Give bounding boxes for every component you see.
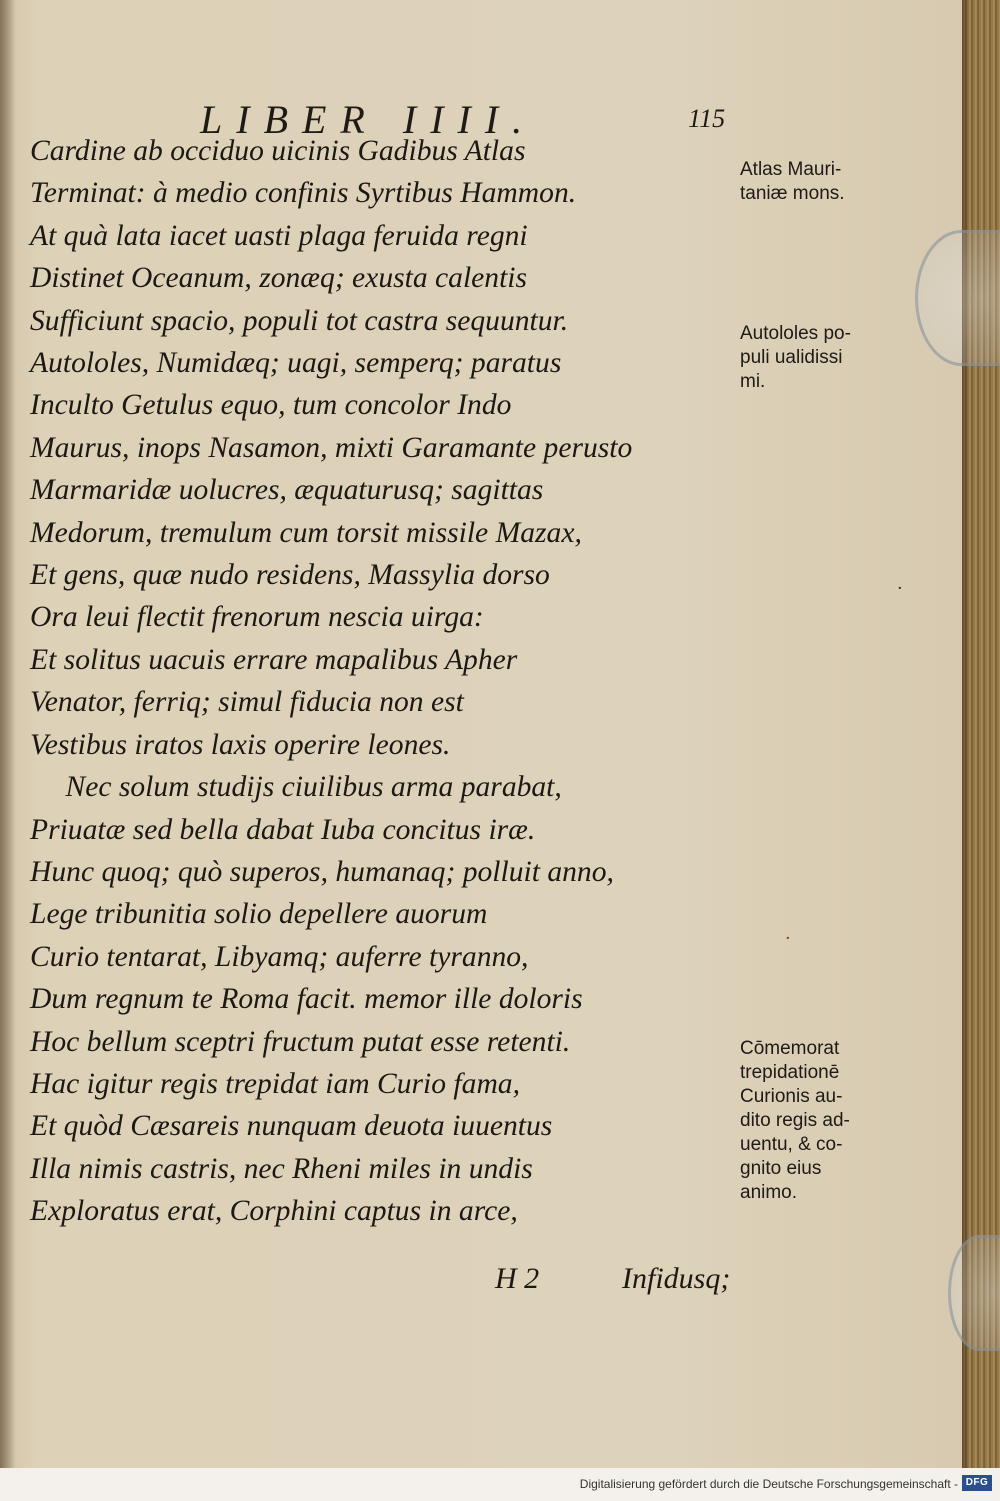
verse-line: Marmaridæ uolucres, æquaturusq; sagittas [30, 473, 544, 507]
folio-number: 115 [688, 104, 726, 133]
verse-line: Hac igitur regis trepidat iam Curio fama, [30, 1066, 520, 1100]
verse-line: Lege tribunitia solio depellere auorum [30, 897, 488, 931]
verse-line: Et gens, quæ nudo residens, Massylia dorso [30, 558, 550, 592]
verse-line: Medorum, tremulum cum torsit missile Mazax, [30, 515, 582, 549]
page-clip [915, 230, 1000, 366]
verse-line: At quà lata iacet uasti plaga feruida regni [30, 218, 528, 252]
marginal-note-atlas: Atlas Mauri- taniæ mons. [740, 159, 845, 204]
ink-speck: · [785, 928, 791, 949]
verse-line: Exploratus erat, Corphini captus in arce, [30, 1194, 518, 1228]
spine-shadow [0, 0, 16, 1468]
verse-line: Cardine ab occiduo uicinis Gadibus Atlas [30, 134, 526, 167]
verse-line: Et quòd Cæsareis nunquam deuota iuuentus [30, 1109, 553, 1143]
catchword: Infidusq; [622, 1262, 731, 1295]
marginal-note-autololes: Autololes po- puli ualidissi mi. [740, 323, 851, 392]
verse-line: Autololes, Numidæq; uagi, semperq; paratus [30, 346, 562, 380]
verse-line: Venator, ferriq; simul fiducia non est [30, 685, 464, 719]
verse-line: Nec solum studijs ciuilibus arma parabat, [65, 770, 562, 804]
verse-line: Illa nimis castris, nec Rheni miles in undis [30, 1151, 533, 1185]
dfg-logo: DFG [962, 1475, 992, 1491]
signature-mark: H 2 [495, 1262, 540, 1295]
ink-speck: · [897, 578, 903, 599]
funding-credit: Digitalisierung gefördert durch die Deutsche Forschungsgemeinschaft - [579, 1477, 958, 1491]
verse-line: Terminat: à medio confinis Syrtibus Hammon. [30, 176, 577, 210]
verse-line: Curio tentarat, Libyamq; auferre tyranno, [30, 939, 529, 973]
verse-line: Vestibus iratos laxis operire leones. [30, 727, 451, 761]
verse-line: Dum regnum te Roma facit. memor ille doloris [30, 982, 583, 1016]
verse-line: Distinet Oceanum, zonæq; exusta calentis [30, 261, 528, 295]
verse-line: Hoc bellum sceptri fructum putat esse retenti. [30, 1024, 571, 1058]
verse-line: Ora leui flectit frenorum nescia uirga: [30, 600, 484, 634]
verse-line: Inculto Getulus equo, tum concolor Indo [30, 388, 512, 422]
verse-line: Et solitus uacuis errare mapalibus Apher [30, 642, 518, 676]
verse-line: Priuatæ sed bella dabat Iuba concitus iræ. [30, 812, 536, 846]
verse-list [30, 130, 730, 1233]
digitization-footer [0, 1468, 1000, 1501]
verse-line: Hunc quoq; quò superos, humanaq; polluit anno, [30, 854, 614, 888]
marginal-note-curio: Cōmemorat trepidationē Curionis au- dito regis ad- uentu, & co- gnito eius animo. [740, 1038, 850, 1203]
running-title: LIBER IIII. [200, 97, 537, 142]
verse-line: Sufficiunt spacio, populi tot castra sequuntur. [30, 303, 569, 337]
verse-line: Maurus, inops Nasamon, mixti Garamante perusto [30, 430, 633, 464]
